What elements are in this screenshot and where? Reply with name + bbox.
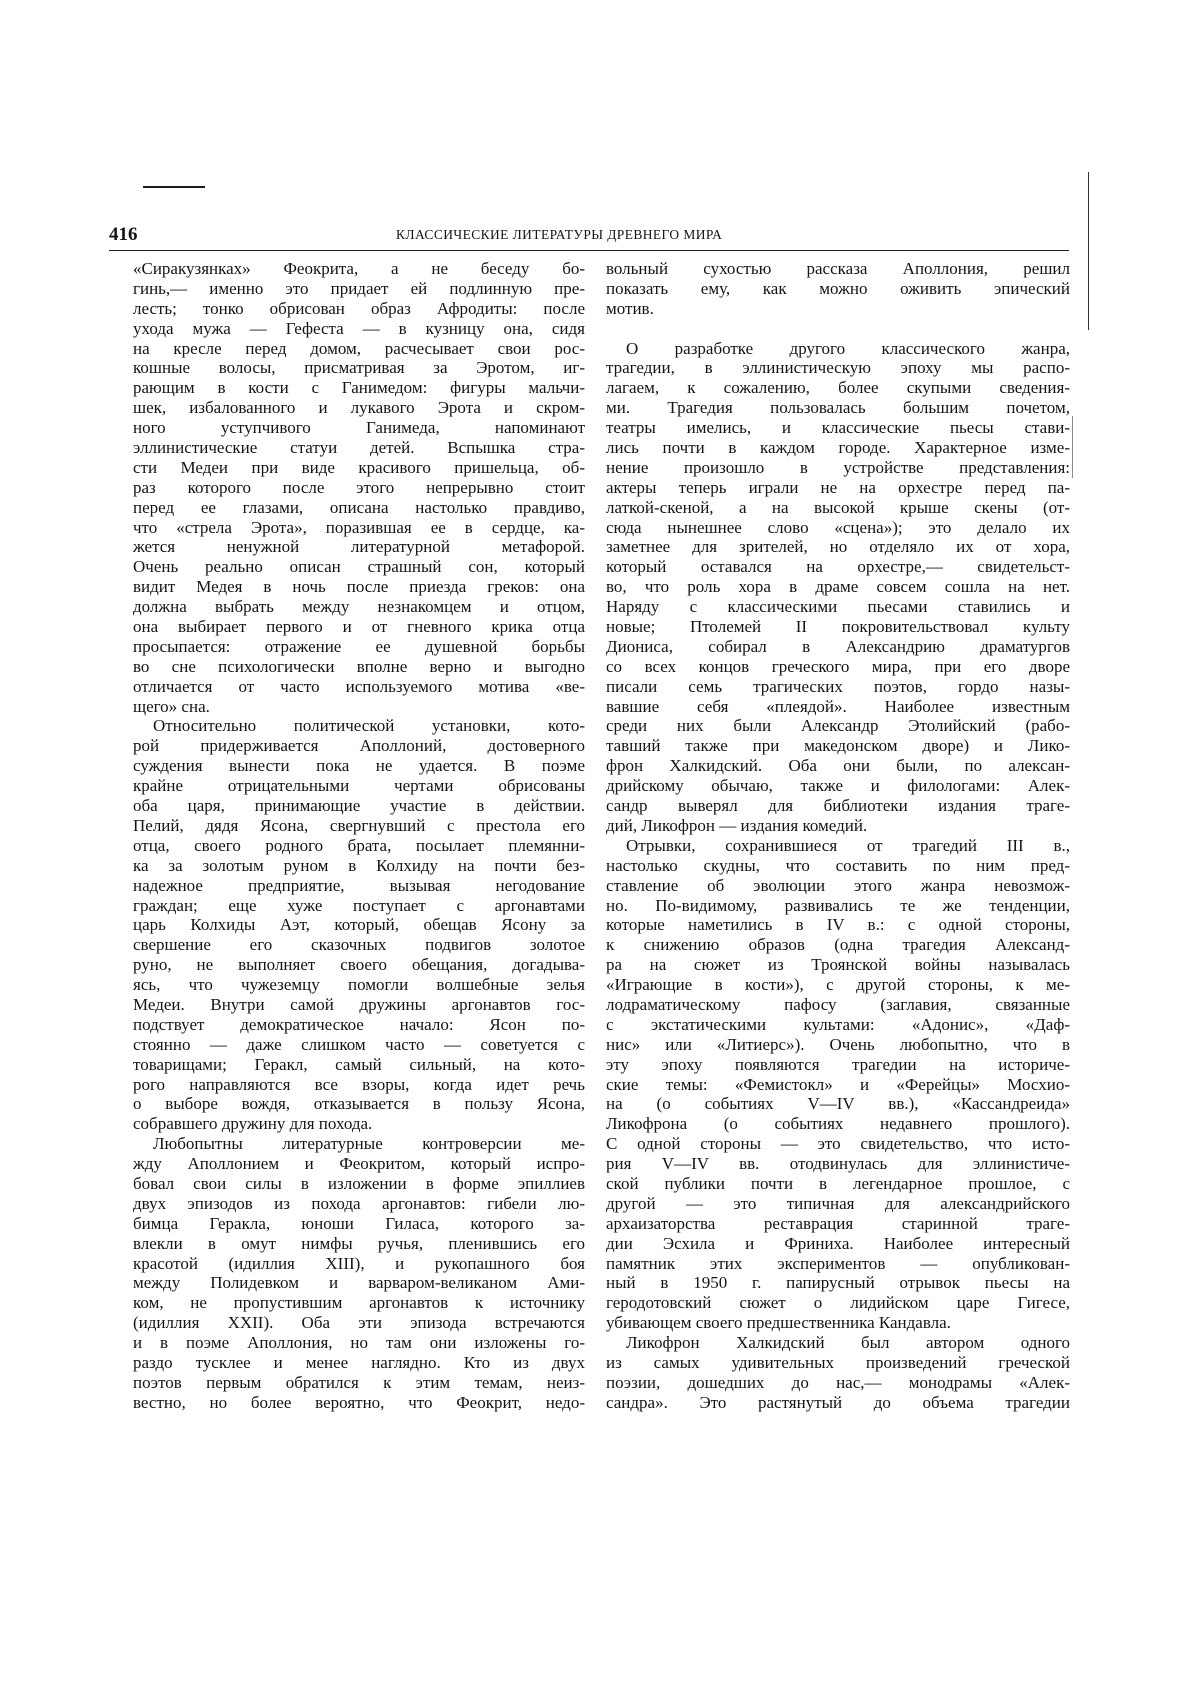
- text-line: просыпается: отражение ее душевной борьбы: [133, 636, 585, 656]
- text-line: но. По-видимому, развивались те же тенденции,: [606, 895, 1070, 915]
- text-line: вольный сухостью рассказа Аполлония, решил: [606, 259, 1070, 278]
- text-line: убивающем своего предшественника Кандавла.: [606, 1313, 951, 1333]
- text-line: Медеи. Внутри самой дружины аргонавтов гос-: [133, 994, 585, 1014]
- text-line: настолько скудны, что составить по ним пред-: [606, 855, 1070, 875]
- text-line: ра на сюжет из Троянской войны называлась: [606, 955, 1070, 975]
- text-line: рого направляются все взоры, когда идет речь: [133, 1074, 585, 1094]
- text-line: новые; Птолемей II покровительствовал культу: [606, 617, 1070, 637]
- text-line: видит Медея в ночь после приезда греков: она: [133, 577, 585, 597]
- header-rule: [109, 250, 1069, 251]
- text-line: сюда нынешнее слово «сцена»); это делало их: [606, 517, 1070, 537]
- text-line: на кресле перед домом, расчесывает свои рос-: [133, 338, 585, 358]
- text-line: крайне отрицательными чертами обрисованы: [133, 776, 585, 796]
- text-line: граждан; еще хуже поступает с аргонавтами: [133, 895, 585, 915]
- text-line: (идиллия XXII). Оба эти эпизода встречаются: [133, 1313, 585, 1333]
- text-line: кошные волосы, присматривая за Эротом, иг-: [133, 358, 585, 378]
- text-line: рой придерживается Аполлоний, достоверного: [133, 736, 585, 756]
- text-line: руно, не выполняет своего обещания, догадыва-: [133, 955, 585, 975]
- text-line: о выборе вождя, отказывается в пользу Ясона,: [133, 1094, 585, 1114]
- text-line: на (о событиях V—IV вв.), «Кассандреида»: [606, 1094, 1070, 1114]
- text-line: трагедии, в эллинистическую эпоху мы распо-: [606, 358, 1070, 378]
- text-line: архаизаторства реставрация старинной траге-: [606, 1213, 1070, 1233]
- text-line: «Сиракузянках» Феокрита, а не беседу бо-: [133, 259, 585, 278]
- text-line: фрон Халкидский. Оба они были, по алексан-: [606, 756, 1070, 776]
- text-line: «Играющие в кости»), с другой стороны, к ме-: [606, 975, 1070, 995]
- text-line: что «стрела Эрота», поразившая ее в сердце, ка-: [133, 517, 585, 537]
- text-line: лись почти в каждом городе. Характерное изме-: [606, 438, 1070, 458]
- text-line: с экстатическими культами: «Адонис», «Даф-: [606, 1014, 1070, 1034]
- text-line: собравшего дружину для похода.: [133, 1114, 373, 1134]
- text-line: вавшие себя «плеядой». Наиболее известным: [606, 696, 1070, 716]
- text-line: суждения вынести пока не удается. В поэме: [133, 756, 585, 776]
- text-line: тавший также при македонском дворе) и Лико-: [606, 736, 1070, 756]
- text-line: Относительно политической установки, кото-: [153, 716, 585, 736]
- text-line: нение произошло в устройстве представления:: [606, 457, 1070, 477]
- text-line: должна выбрать между незнакомцем и отцом,: [133, 597, 585, 617]
- text-line: ухода мужа — Гефеста — в кузницу она, сидя: [133, 318, 585, 338]
- text-line: ские темы: «Фемистокл» и «Ферейцы» Мосхио-: [606, 1074, 1070, 1094]
- text-line: Наряду с классическими пьесами ставились и: [606, 597, 1070, 617]
- text-line: ми. Трагедия пользовалась большим почетом,: [606, 398, 1070, 418]
- text-line: Очень реально описан страшный сон, который: [133, 557, 585, 577]
- left-column: [133, 259, 585, 1413]
- text-line: который оставался на орхестре,— свидетельст-: [606, 557, 1070, 577]
- text-line: Любопытны литературные контроверсии ме-: [153, 1134, 585, 1154]
- text-line: бовал свои силы в изложении в форме эпиллиев: [133, 1173, 585, 1193]
- text-line: О разработке другого классического жанра,: [626, 338, 1070, 358]
- text-line: Пелий, дядя Ясона, свергнувший с престола его: [133, 815, 585, 835]
- margin-mark-middle: [1072, 416, 1073, 478]
- text-line: С одной стороны — это свидетельство, что исто-: [606, 1134, 1070, 1154]
- text-line: поэзии, дошедших до нас,— монодрамы «Алек-: [606, 1372, 1070, 1392]
- text-line: раз которого после этого непрерывно стоит: [133, 477, 585, 497]
- text-line: во, что роль хора в драме совсем сошла на нет.: [606, 577, 1070, 597]
- text-line: дий, Ликофрон — издания комедий.: [606, 815, 868, 835]
- text-line: геродотовский сюжет о лидийском царе Гигесе,: [606, 1293, 1070, 1313]
- text-line: памятник этих экспериментов — опубликован-: [606, 1253, 1070, 1273]
- text-line: актеры теперь играли не на орхестре перед па-: [606, 477, 1070, 497]
- page-number: 416: [109, 224, 138, 245]
- text-line: жду Аполлонием и Феокритом, который испро-: [133, 1154, 585, 1174]
- text-line: сти Медеи при виде красивого пришельца, об-: [133, 457, 585, 477]
- text-line: другой — это типичная для александрийского: [606, 1193, 1070, 1213]
- text-line: показать ему, как можно оживить эпический: [606, 278, 1070, 298]
- text-line: которые наметились в IV в.: с одной стороны,: [606, 915, 1070, 935]
- text-line: из самых удивительных произведений греческой: [606, 1352, 1070, 1372]
- text-line: товарищами; Геракл, самый сильный, на кото-: [133, 1054, 585, 1074]
- text-line: влекли в омут нимфы ручья, пленившись его: [133, 1233, 585, 1253]
- text-line: надежное предприятие, вызывая негодование: [133, 875, 585, 895]
- text-line: поэтов первым обратился к этим темам, неиз-: [133, 1372, 585, 1392]
- text-line: Диониса, собирал в Александрию драматургов: [606, 636, 1070, 656]
- right-column: [606, 259, 1070, 1413]
- text-line: ный в 1950 г. папирусный отрывок пьесы на: [606, 1273, 1070, 1293]
- text-line: во сне психологически вполне верно и выгодно: [133, 656, 585, 676]
- text-line: оба царя, принимающие участие в действии.: [133, 796, 585, 816]
- text-line: заметнее для зрителей, но отделяло их от хора,: [606, 537, 1070, 557]
- text-line: среди них были Александр Этолийский (рабо-: [606, 716, 1070, 736]
- text-line: гинь,— именно это придает ей подлинную пре-: [133, 278, 585, 298]
- text-line: лодраматическому пафосу (заглавия, связанные: [606, 994, 1070, 1014]
- text-line: ком, не пропустившим аргонавтов к источнику: [133, 1293, 585, 1313]
- text-line: дии Эсхила и Фриниха. Наиболее интересный: [606, 1233, 1070, 1253]
- text-line: мотив.: [606, 298, 654, 318]
- text-line: театры имелись, и классические пьесы стави-: [606, 418, 1070, 438]
- text-line: сандр выверял для библиотеки издания траге-: [606, 796, 1070, 816]
- text-line: рающим в кости с Ганимедом: фигуры мальчи-: [133, 378, 585, 398]
- text-line: она выбирает первого и от гневного крика отца: [133, 617, 585, 637]
- text-line: рия V—IV вв. отодвинулась для эллинистиче-: [606, 1154, 1070, 1174]
- text-line: перед ее глазами, описана настолько правдиво,: [133, 497, 585, 517]
- text-line: и в поэме Аполлония, но там они изложены го-: [133, 1333, 585, 1353]
- text-line: вестно, но более вероятно, что Феокрит, недо-: [133, 1392, 585, 1412]
- text-line: латкой-скеной, а на высокой крыше скены (от-: [606, 497, 1070, 517]
- text-line: красотой (идиллия XIII), и рукопашного боя: [133, 1253, 585, 1273]
- text-line: сандра». Это растянутый до объема трагедии: [606, 1392, 1070, 1412]
- text-line: раздо тусклее и менее наглядно. Кто из двух: [133, 1352, 585, 1372]
- text-line: отличается от часто используемого мотива «ве-: [133, 676, 585, 696]
- text-line: бимца Геракла, юноши Гиласа, которого за-: [133, 1213, 585, 1233]
- text-line: ской публики почти в легендарное прошлое, с: [606, 1173, 1070, 1193]
- text-line: писали семь трагических поэтов, гордо назы-: [606, 676, 1070, 696]
- text-line: между Полидевком и варваром-великаном Ами-: [133, 1273, 585, 1293]
- text-line: эту эпоху появляются трагедии на историче-: [606, 1054, 1070, 1074]
- page-header: [109, 224, 1069, 250]
- top-rule: [143, 186, 205, 188]
- text-line: жется ненужной литературной метафорой.: [133, 537, 585, 557]
- text-line: нис» или «Литиерс»). Очень любопытно, что в: [606, 1034, 1070, 1054]
- text-line: [606, 319, 1070, 339]
- text-line: двух эпизодов из похода аргонавтов: гибели лю-: [133, 1193, 585, 1213]
- text-line: шек, избалованного и лукавого Эрота и скром-: [133, 398, 585, 418]
- text-line: свершение его сказочных подвигов золотое: [133, 935, 585, 955]
- text-line: царь Колхиды Аэт, который, обещав Ясону за: [133, 915, 585, 935]
- text-line: к снижению образов (одна трагедия Александ-: [606, 935, 1070, 955]
- text-line: Ликофрона (о событиях недавнего прошлого).: [606, 1114, 1070, 1134]
- text-line: лесть; тонко обрисован образ Афродиты: после: [133, 298, 585, 318]
- text-line: щего» сна.: [133, 696, 210, 716]
- text-line: стоянно — даже слишком часто — советуется с: [133, 1034, 585, 1054]
- margin-mark-top: [1088, 172, 1089, 330]
- text-line: эллинистические статуи детей. Вспышка стра-: [133, 438, 585, 458]
- text-line: ставление об эволюции этого жанра невозмож-: [606, 875, 1070, 895]
- text-line: ка за золотым руном в Колхиду на почти без-: [133, 855, 585, 875]
- text-line: ного уступчивого Ганимеда, напоминают: [133, 418, 585, 438]
- text-line: дрийскому обычаю, также и филологами: Алек-: [606, 776, 1070, 796]
- text-line: Ликофрон Халкидский был автором одного: [626, 1333, 1070, 1353]
- text-line: Отрывки, сохранившиеся от трагедий III в.,: [626, 835, 1070, 855]
- text-line: лагаем, к сожалению, более скупыми сведения-: [606, 378, 1070, 398]
- running-title: КЛАССИЧЕСКИЕ ЛИТЕРАТУРЫ ДРЕВНЕГО МИРА: [396, 227, 723, 242]
- text-line: подствует демократическое начало: Ясон по-: [133, 1014, 585, 1034]
- text-line: ясь, что чужеземцу помогли волшебные зелья: [133, 975, 585, 995]
- text-line: отца, своего родного брата, посылает племянни-: [133, 835, 585, 855]
- text-line: со всех концов греческого мира, при его дворе: [606, 656, 1070, 676]
